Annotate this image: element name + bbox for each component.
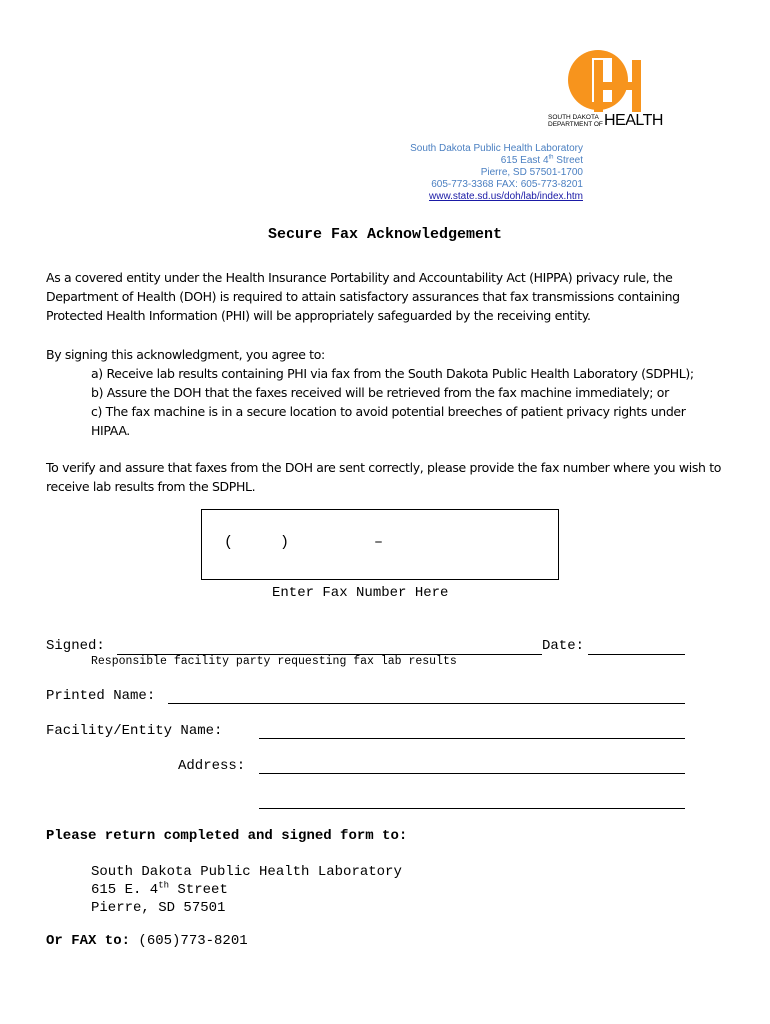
verify-paragraph: To verify and assure that faxes from the DOH are sent correctly, please provide the fax number where you wish to receive lab results from the SDPHL. <box>46 460 722 494</box>
lab-street: 615 East 4th Street <box>500 154 583 166</box>
lab-address-block <box>410 143 583 203</box>
lab-website-link[interactable]: www.state.sd.us/doh/lab/index.htm <box>429 191 583 202</box>
return-address <box>91 863 402 917</box>
signed-label: Signed: <box>46 638 105 654</box>
agree-item-c: c) The fax machine is in a secure location to avoid potential breeches of patient privacy rights under HIPAA. <box>91 404 686 438</box>
return-heading: Please return completed and signed form to: <box>46 828 408 844</box>
facility-label: Facility/Entity Name: <box>46 723 223 739</box>
return-fax-number: (605)773-8201 <box>138 933 248 949</box>
return-city: Pierre, SD 57501 <box>91 900 226 916</box>
lab-phone-fax: 605-773-3368 FAX: 605-773-8201 <box>431 179 583 190</box>
agree-item-a: a) Receive lab results containing PHI via fax from the South Dakota Public Health Laboratory (SDPHL); <box>91 366 694 381</box>
signed-caption: Responsible facility party requesting fax lab results <box>91 655 457 668</box>
agree-item-b: b) Assure the DOH that the faxes received will be retrieved from the fax machine immediately; or <box>91 385 669 400</box>
printed-name-label: Printed Name: <box>46 688 156 704</box>
fax-number-input[interactable] <box>201 509 559 580</box>
sd-doh-logo <box>548 48 663 130</box>
address-label: Address: <box>178 758 246 774</box>
page-title: Secure Fax Acknowledgement <box>267 226 503 243</box>
logo-text-line1: SOUTH DAKOTA <box>548 114 599 121</box>
facility-line[interactable] <box>259 738 685 739</box>
address-line-2[interactable] <box>259 808 685 809</box>
address-line-1[interactable] <box>259 773 685 774</box>
agree-intro: By signing this acknowledgment, you agree to: <box>46 347 325 362</box>
return-fax-label: Or FAX to: <box>46 933 131 949</box>
logo-text-line2: DEPARTMENT OF <box>548 121 603 128</box>
fax-open-paren: ( <box>224 534 234 551</box>
lab-city: Pierre, SD 57501-1700 <box>480 167 583 178</box>
logo-text-health: HEALTH <box>604 112 663 129</box>
agree-list <box>91 364 711 440</box>
lab-name: South Dakota Public Health Laboratory <box>410 143 583 154</box>
return-street: 615 E. 4th Street <box>91 880 228 898</box>
printed-name-line[interactable] <box>168 703 685 704</box>
fax-caption: Enter Fax Number Here <box>272 585 449 601</box>
return-name: South Dakota Public Health Laboratory <box>91 864 402 880</box>
fax-dash: – <box>374 534 384 551</box>
date-line[interactable] <box>588 654 685 655</box>
return-fax <box>46 933 248 949</box>
intro-paragraph: As a covered entity under the Health Insurance Portability and Accountability Act (HIPPA) privacy rule, the Department of Health (DOH) is required to attain satisfactory assurances that fax transmissions containing Protected Health Information (PHI) will be appropriately safeguarded by the receiving entity. <box>46 270 680 323</box>
fax-close-paren: ) <box>280 534 290 551</box>
date-label: Date: <box>542 638 585 654</box>
